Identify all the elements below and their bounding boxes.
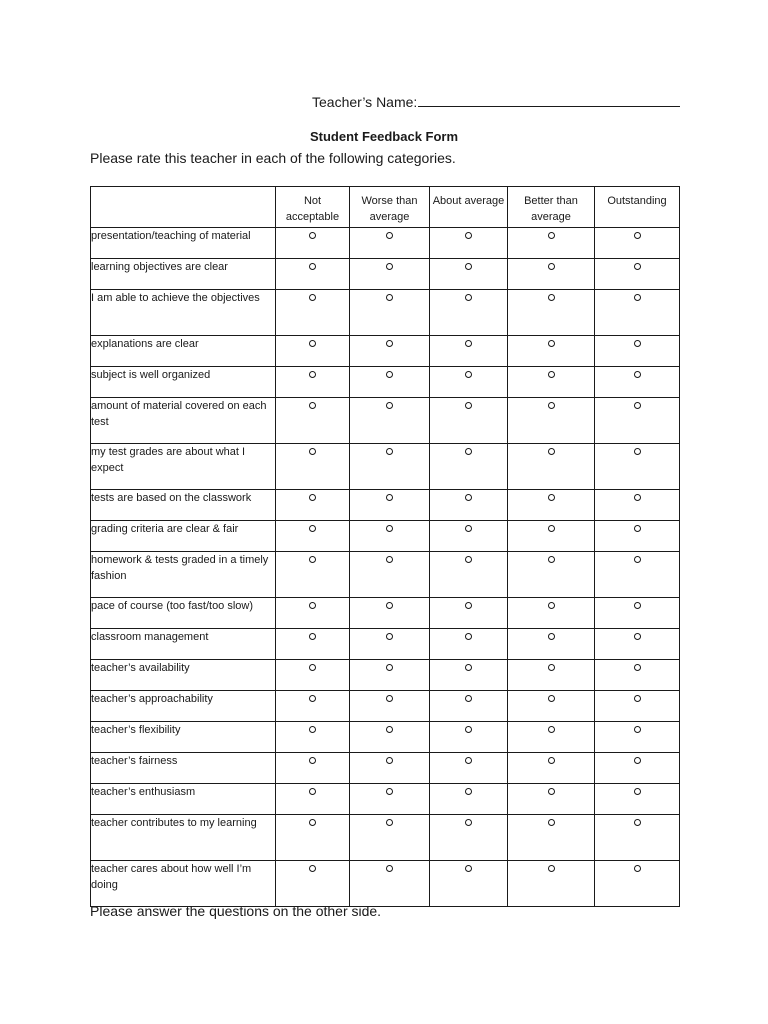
- rating-radio-outstanding[interactable]: [634, 819, 641, 826]
- intro-text: Please rate this teacher in each of the following categories.: [90, 150, 456, 166]
- rating-cell-about-average: [430, 444, 508, 490]
- column-header-not-acceptable: Not acceptable: [276, 187, 350, 228]
- rating-cell-about-average: [430, 521, 508, 552]
- rating-radio-outstanding[interactable]: [634, 633, 641, 640]
- table-row: [91, 552, 680, 598]
- rating-cell-outstanding: [595, 367, 680, 398]
- table-row: [91, 861, 680, 907]
- rating-cell-outstanding: [595, 259, 680, 290]
- rating-cell-worse-than-average: [350, 290, 430, 336]
- category-label: teacher’s approachability: [91, 691, 276, 722]
- rating-table: [90, 186, 680, 907]
- form-title: Student Feedback Form: [309, 129, 459, 144]
- rating-radio-outstanding[interactable]: [634, 340, 641, 347]
- rating-radio-worse-than-average[interactable]: [386, 448, 393, 455]
- table-row: [91, 691, 680, 722]
- rating-radio-better-than-average[interactable]: [548, 494, 555, 501]
- rating-radio-not-acceptable[interactable]: [309, 664, 316, 671]
- rating-radio-outstanding[interactable]: [634, 695, 641, 702]
- rating-radio-worse-than-average[interactable]: [386, 294, 393, 301]
- rating-radio-about-average[interactable]: [465, 726, 472, 733]
- rating-cell-better-than-average: [508, 490, 595, 521]
- rating-cell-outstanding: [595, 784, 680, 815]
- rating-radio-not-acceptable[interactable]: [309, 494, 316, 501]
- rating-cell-better-than-average: [508, 861, 595, 907]
- rating-cell-outstanding: [595, 290, 680, 336]
- table-row: [91, 290, 680, 336]
- rating-radio-worse-than-average[interactable]: [386, 726, 393, 733]
- rating-cell-about-average: [430, 259, 508, 290]
- rating-cell-better-than-average: [508, 753, 595, 784]
- rating-cell-not-acceptable: [276, 784, 350, 815]
- rating-radio-better-than-average[interactable]: [548, 402, 555, 409]
- table-row: [91, 228, 680, 259]
- rating-cell-better-than-average: [508, 444, 595, 490]
- rating-radio-about-average[interactable]: [465, 602, 472, 609]
- rating-cell-worse-than-average: [350, 367, 430, 398]
- rating-cell-outstanding: [595, 490, 680, 521]
- rating-cell-outstanding: [595, 336, 680, 367]
- rating-cell-better-than-average: [508, 629, 595, 660]
- rating-cell-better-than-average: [508, 784, 595, 815]
- rating-radio-better-than-average[interactable]: [548, 232, 555, 239]
- rating-radio-better-than-average[interactable]: [548, 633, 555, 640]
- rating-radio-worse-than-average[interactable]: [386, 371, 393, 378]
- rating-cell-not-acceptable: [276, 490, 350, 521]
- rating-radio-about-average[interactable]: [465, 695, 472, 702]
- category-label: my test grades are about what I expect: [91, 444, 276, 490]
- table-row: [91, 598, 680, 629]
- rating-cell-worse-than-average: [350, 444, 430, 490]
- table-row: [91, 367, 680, 398]
- rating-cell-not-acceptable: [276, 367, 350, 398]
- rating-radio-not-acceptable[interactable]: [309, 602, 316, 609]
- rating-radio-about-average[interactable]: [465, 633, 472, 640]
- rating-cell-about-average: [430, 228, 508, 259]
- rating-cell-not-acceptable: [276, 290, 350, 336]
- rating-radio-not-acceptable[interactable]: [309, 819, 316, 826]
- rating-cell-not-acceptable: [276, 598, 350, 629]
- rating-radio-not-acceptable[interactable]: [309, 556, 316, 563]
- rating-radio-worse-than-average[interactable]: [386, 788, 393, 795]
- rating-cell-worse-than-average: [350, 336, 430, 367]
- category-label: pace of course (too fast/too slow): [91, 598, 276, 629]
- rating-cell-about-average: [430, 552, 508, 598]
- rating-cell-about-average: [430, 367, 508, 398]
- rating-radio-about-average[interactable]: [465, 494, 472, 501]
- rating-cell-worse-than-average: [350, 784, 430, 815]
- rating-radio-about-average[interactable]: [465, 263, 472, 270]
- rating-cell-outstanding: [595, 598, 680, 629]
- category-label: homework & tests graded in a timely fashion: [91, 552, 276, 598]
- column-header-better-than-average: Better than average: [508, 187, 595, 228]
- rating-cell-not-acceptable: [276, 722, 350, 753]
- rating-radio-better-than-average[interactable]: [548, 788, 555, 795]
- rating-radio-outstanding[interactable]: [634, 232, 641, 239]
- rating-radio-better-than-average[interactable]: [548, 695, 555, 702]
- rating-cell-worse-than-average: [350, 490, 430, 521]
- rating-radio-worse-than-average[interactable]: [386, 819, 393, 826]
- rating-cell-outstanding: [595, 552, 680, 598]
- rating-cell-not-acceptable: [276, 336, 350, 367]
- rating-radio-outstanding[interactable]: [634, 525, 641, 532]
- rating-radio-outstanding[interactable]: [634, 402, 641, 409]
- table-row: [91, 722, 680, 753]
- rating-radio-not-acceptable[interactable]: [309, 263, 316, 270]
- rating-cell-better-than-average: [508, 815, 595, 861]
- rating-cell-about-average: [430, 784, 508, 815]
- category-label: grading criteria are clear & fair: [91, 521, 276, 552]
- category-label: teacher cares about how well I’m doing: [91, 861, 276, 907]
- rating-radio-worse-than-average[interactable]: [386, 757, 393, 764]
- rating-cell-outstanding: [595, 660, 680, 691]
- rating-radio-worse-than-average[interactable]: [386, 263, 393, 270]
- rating-radio-better-than-average[interactable]: [548, 263, 555, 270]
- category-label: tests are based on the classwork: [91, 490, 276, 521]
- rating-cell-better-than-average: [508, 660, 595, 691]
- rating-radio-outstanding[interactable]: [634, 371, 641, 378]
- rating-radio-about-average[interactable]: [465, 232, 472, 239]
- rating-cell-about-average: [430, 629, 508, 660]
- rating-cell-worse-than-average: [350, 861, 430, 907]
- rating-cell-about-average: [430, 598, 508, 629]
- rating-cell-not-acceptable: [276, 398, 350, 444]
- rating-cell-not-acceptable: [276, 521, 350, 552]
- rating-cell-about-average: [430, 815, 508, 861]
- rating-radio-outstanding[interactable]: [634, 294, 641, 301]
- rating-radio-not-acceptable[interactable]: [309, 726, 316, 733]
- rating-cell-worse-than-average: [350, 660, 430, 691]
- rating-cell-better-than-average: [508, 598, 595, 629]
- rating-radio-worse-than-average[interactable]: [386, 865, 393, 872]
- table-row: [91, 336, 680, 367]
- rating-cell-worse-than-average: [350, 259, 430, 290]
- table-row: [91, 815, 680, 861]
- rating-radio-worse-than-average[interactable]: [386, 556, 393, 563]
- rating-radio-outstanding[interactable]: [634, 865, 641, 872]
- rating-radio-not-acceptable[interactable]: [309, 695, 316, 702]
- category-label: teacher’s flexibility: [91, 722, 276, 753]
- rating-radio-better-than-average[interactable]: [548, 294, 555, 301]
- rating-cell-better-than-average: [508, 691, 595, 722]
- table-row: [91, 784, 680, 815]
- rating-radio-not-acceptable[interactable]: [309, 788, 316, 795]
- rating-radio-better-than-average[interactable]: [548, 602, 555, 609]
- rating-radio-about-average[interactable]: [465, 402, 472, 409]
- rating-cell-about-average: [430, 660, 508, 691]
- rating-radio-not-acceptable[interactable]: [309, 294, 316, 301]
- rating-cell-better-than-average: [508, 259, 595, 290]
- rating-cell-better-than-average: [508, 521, 595, 552]
- rating-cell-outstanding: [595, 444, 680, 490]
- rating-cell-not-acceptable: [276, 444, 350, 490]
- rating-radio-outstanding[interactable]: [634, 757, 641, 764]
- rating-cell-outstanding: [595, 629, 680, 660]
- category-header: [91, 187, 276, 228]
- rating-radio-outstanding[interactable]: [634, 448, 641, 455]
- category-label: teacher’s enthusiasm: [91, 784, 276, 815]
- category-label: teacher contributes to my learning: [91, 815, 276, 861]
- rating-radio-better-than-average[interactable]: [548, 448, 555, 455]
- teacher-name-label: Teacher’s Name:: [312, 94, 418, 110]
- rating-cell-not-acceptable: [276, 691, 350, 722]
- category-label: presentation/teaching of material: [91, 228, 276, 259]
- rating-cell-not-acceptable: [276, 815, 350, 861]
- rating-radio-better-than-average[interactable]: [548, 865, 555, 872]
- rating-radio-worse-than-average[interactable]: [386, 402, 393, 409]
- rating-radio-not-acceptable[interactable]: [309, 232, 316, 239]
- rating-radio-not-acceptable[interactable]: [309, 633, 316, 640]
- rating-radio-not-acceptable[interactable]: [309, 402, 316, 409]
- rating-radio-worse-than-average[interactable]: [386, 695, 393, 702]
- rating-radio-about-average[interactable]: [465, 448, 472, 455]
- rating-radio-outstanding[interactable]: [634, 494, 641, 501]
- category-label: I am able to achieve the objectives: [91, 290, 276, 336]
- rating-radio-better-than-average[interactable]: [548, 556, 555, 563]
- rating-cell-about-average: [430, 861, 508, 907]
- rating-radio-better-than-average[interactable]: [548, 726, 555, 733]
- category-label: teacher’s availability: [91, 660, 276, 691]
- rating-radio-outstanding[interactable]: [634, 263, 641, 270]
- rating-cell-outstanding: [595, 815, 680, 861]
- column-header-outstanding: Outstanding: [595, 187, 680, 228]
- rating-radio-not-acceptable[interactable]: [309, 371, 316, 378]
- rating-radio-about-average[interactable]: [465, 340, 472, 347]
- rating-cell-outstanding: [595, 753, 680, 784]
- rating-radio-not-acceptable[interactable]: [309, 340, 316, 347]
- rating-cell-not-acceptable: [276, 228, 350, 259]
- rating-cell-about-average: [430, 753, 508, 784]
- rating-cell-outstanding: [595, 521, 680, 552]
- table-row: [91, 629, 680, 660]
- table-row: [91, 259, 680, 290]
- teacher-name-line: [312, 92, 680, 110]
- rating-cell-worse-than-average: [350, 815, 430, 861]
- rating-radio-outstanding[interactable]: [634, 602, 641, 609]
- rating-cell-better-than-average: [508, 398, 595, 444]
- rating-radio-about-average[interactable]: [465, 865, 472, 872]
- rating-radio-about-average[interactable]: [465, 757, 472, 764]
- rating-radio-better-than-average[interactable]: [548, 525, 555, 532]
- rating-cell-better-than-average: [508, 290, 595, 336]
- table-row: [91, 444, 680, 490]
- rating-radio-outstanding[interactable]: [634, 556, 641, 563]
- rating-radio-better-than-average[interactable]: [548, 371, 555, 378]
- category-label: explanations are clear: [91, 336, 276, 367]
- header-row: [91, 187, 680, 228]
- rating-radio-about-average[interactable]: [465, 819, 472, 826]
- rating-cell-better-than-average: [508, 722, 595, 753]
- rating-radio-worse-than-average[interactable]: [386, 525, 393, 532]
- rating-radio-better-than-average[interactable]: [548, 757, 555, 764]
- rating-cell-outstanding: [595, 228, 680, 259]
- rating-cell-about-average: [430, 722, 508, 753]
- rating-radio-worse-than-average[interactable]: [386, 633, 393, 640]
- rating-radio-worse-than-average[interactable]: [386, 340, 393, 347]
- rating-radio-outstanding[interactable]: [634, 788, 641, 795]
- rating-cell-about-average: [430, 490, 508, 521]
- category-label: amount of material covered on each test: [91, 398, 276, 444]
- rating-cell-not-acceptable: [276, 259, 350, 290]
- rating-radio-outstanding[interactable]: [634, 726, 641, 733]
- rating-radio-better-than-average[interactable]: [548, 340, 555, 347]
- table-row: [91, 398, 680, 444]
- rating-radio-about-average[interactable]: [465, 371, 472, 378]
- rating-cell-about-average: [430, 336, 508, 367]
- rating-cell-outstanding: [595, 691, 680, 722]
- footer-text: Please answer the questions on the other side.: [90, 903, 382, 919]
- rating-radio-better-than-average[interactable]: [548, 664, 555, 671]
- rating-cell-about-average: [430, 398, 508, 444]
- rating-radio-worse-than-average[interactable]: [386, 494, 393, 501]
- rating-cell-worse-than-average: [350, 753, 430, 784]
- rating-cell-about-average: [430, 691, 508, 722]
- rating-cell-better-than-average: [508, 367, 595, 398]
- category-label: learning objectives are clear: [91, 259, 276, 290]
- rating-cell-not-acceptable: [276, 552, 350, 598]
- rating-cell-worse-than-average: [350, 598, 430, 629]
- rating-cell-worse-than-average: [350, 552, 430, 598]
- rating-radio-about-average[interactable]: [465, 556, 472, 563]
- rating-cell-worse-than-average: [350, 228, 430, 259]
- rating-radio-better-than-average[interactable]: [548, 819, 555, 826]
- rating-cell-outstanding: [595, 722, 680, 753]
- rating-cell-not-acceptable: [276, 753, 350, 784]
- rating-cell-about-average: [430, 290, 508, 336]
- table-row: [91, 660, 680, 691]
- rating-cell-not-acceptable: [276, 861, 350, 907]
- rating-radio-about-average[interactable]: [465, 294, 472, 301]
- column-header-about-average: About average: [430, 187, 508, 228]
- rating-cell-worse-than-average: [350, 629, 430, 660]
- rating-radio-worse-than-average[interactable]: [386, 664, 393, 671]
- rating-radio-outstanding[interactable]: [634, 664, 641, 671]
- category-label: subject is well organized: [91, 367, 276, 398]
- teacher-name-blank[interactable]: [418, 92, 680, 107]
- rating-radio-about-average[interactable]: [465, 525, 472, 532]
- rating-radio-not-acceptable[interactable]: [309, 448, 316, 455]
- rating-cell-better-than-average: [508, 552, 595, 598]
- rating-radio-worse-than-average[interactable]: [386, 232, 393, 239]
- rating-cell-not-acceptable: [276, 660, 350, 691]
- rating-radio-not-acceptable[interactable]: [309, 757, 316, 764]
- rating-cell-worse-than-average: [350, 521, 430, 552]
- rating-radio-about-average[interactable]: [465, 664, 472, 671]
- category-label: classroom management: [91, 629, 276, 660]
- rating-cell-better-than-average: [508, 228, 595, 259]
- category-label: teacher’s fairness: [91, 753, 276, 784]
- rating-radio-worse-than-average[interactable]: [386, 602, 393, 609]
- rating-radio-about-average[interactable]: [465, 788, 472, 795]
- rating-cell-worse-than-average: [350, 691, 430, 722]
- table-row: [91, 753, 680, 784]
- table-row: [91, 490, 680, 521]
- column-header-worse-than-average: Worse than average: [350, 187, 430, 228]
- rating-cell-worse-than-average: [350, 722, 430, 753]
- rating-cell-outstanding: [595, 398, 680, 444]
- rating-radio-not-acceptable[interactable]: [309, 525, 316, 532]
- rating-radio-not-acceptable[interactable]: [309, 865, 316, 872]
- rating-cell-better-than-average: [508, 336, 595, 367]
- rating-cell-worse-than-average: [350, 398, 430, 444]
- table-row: [91, 521, 680, 552]
- rating-cell-outstanding: [595, 861, 680, 907]
- rating-cell-not-acceptable: [276, 629, 350, 660]
